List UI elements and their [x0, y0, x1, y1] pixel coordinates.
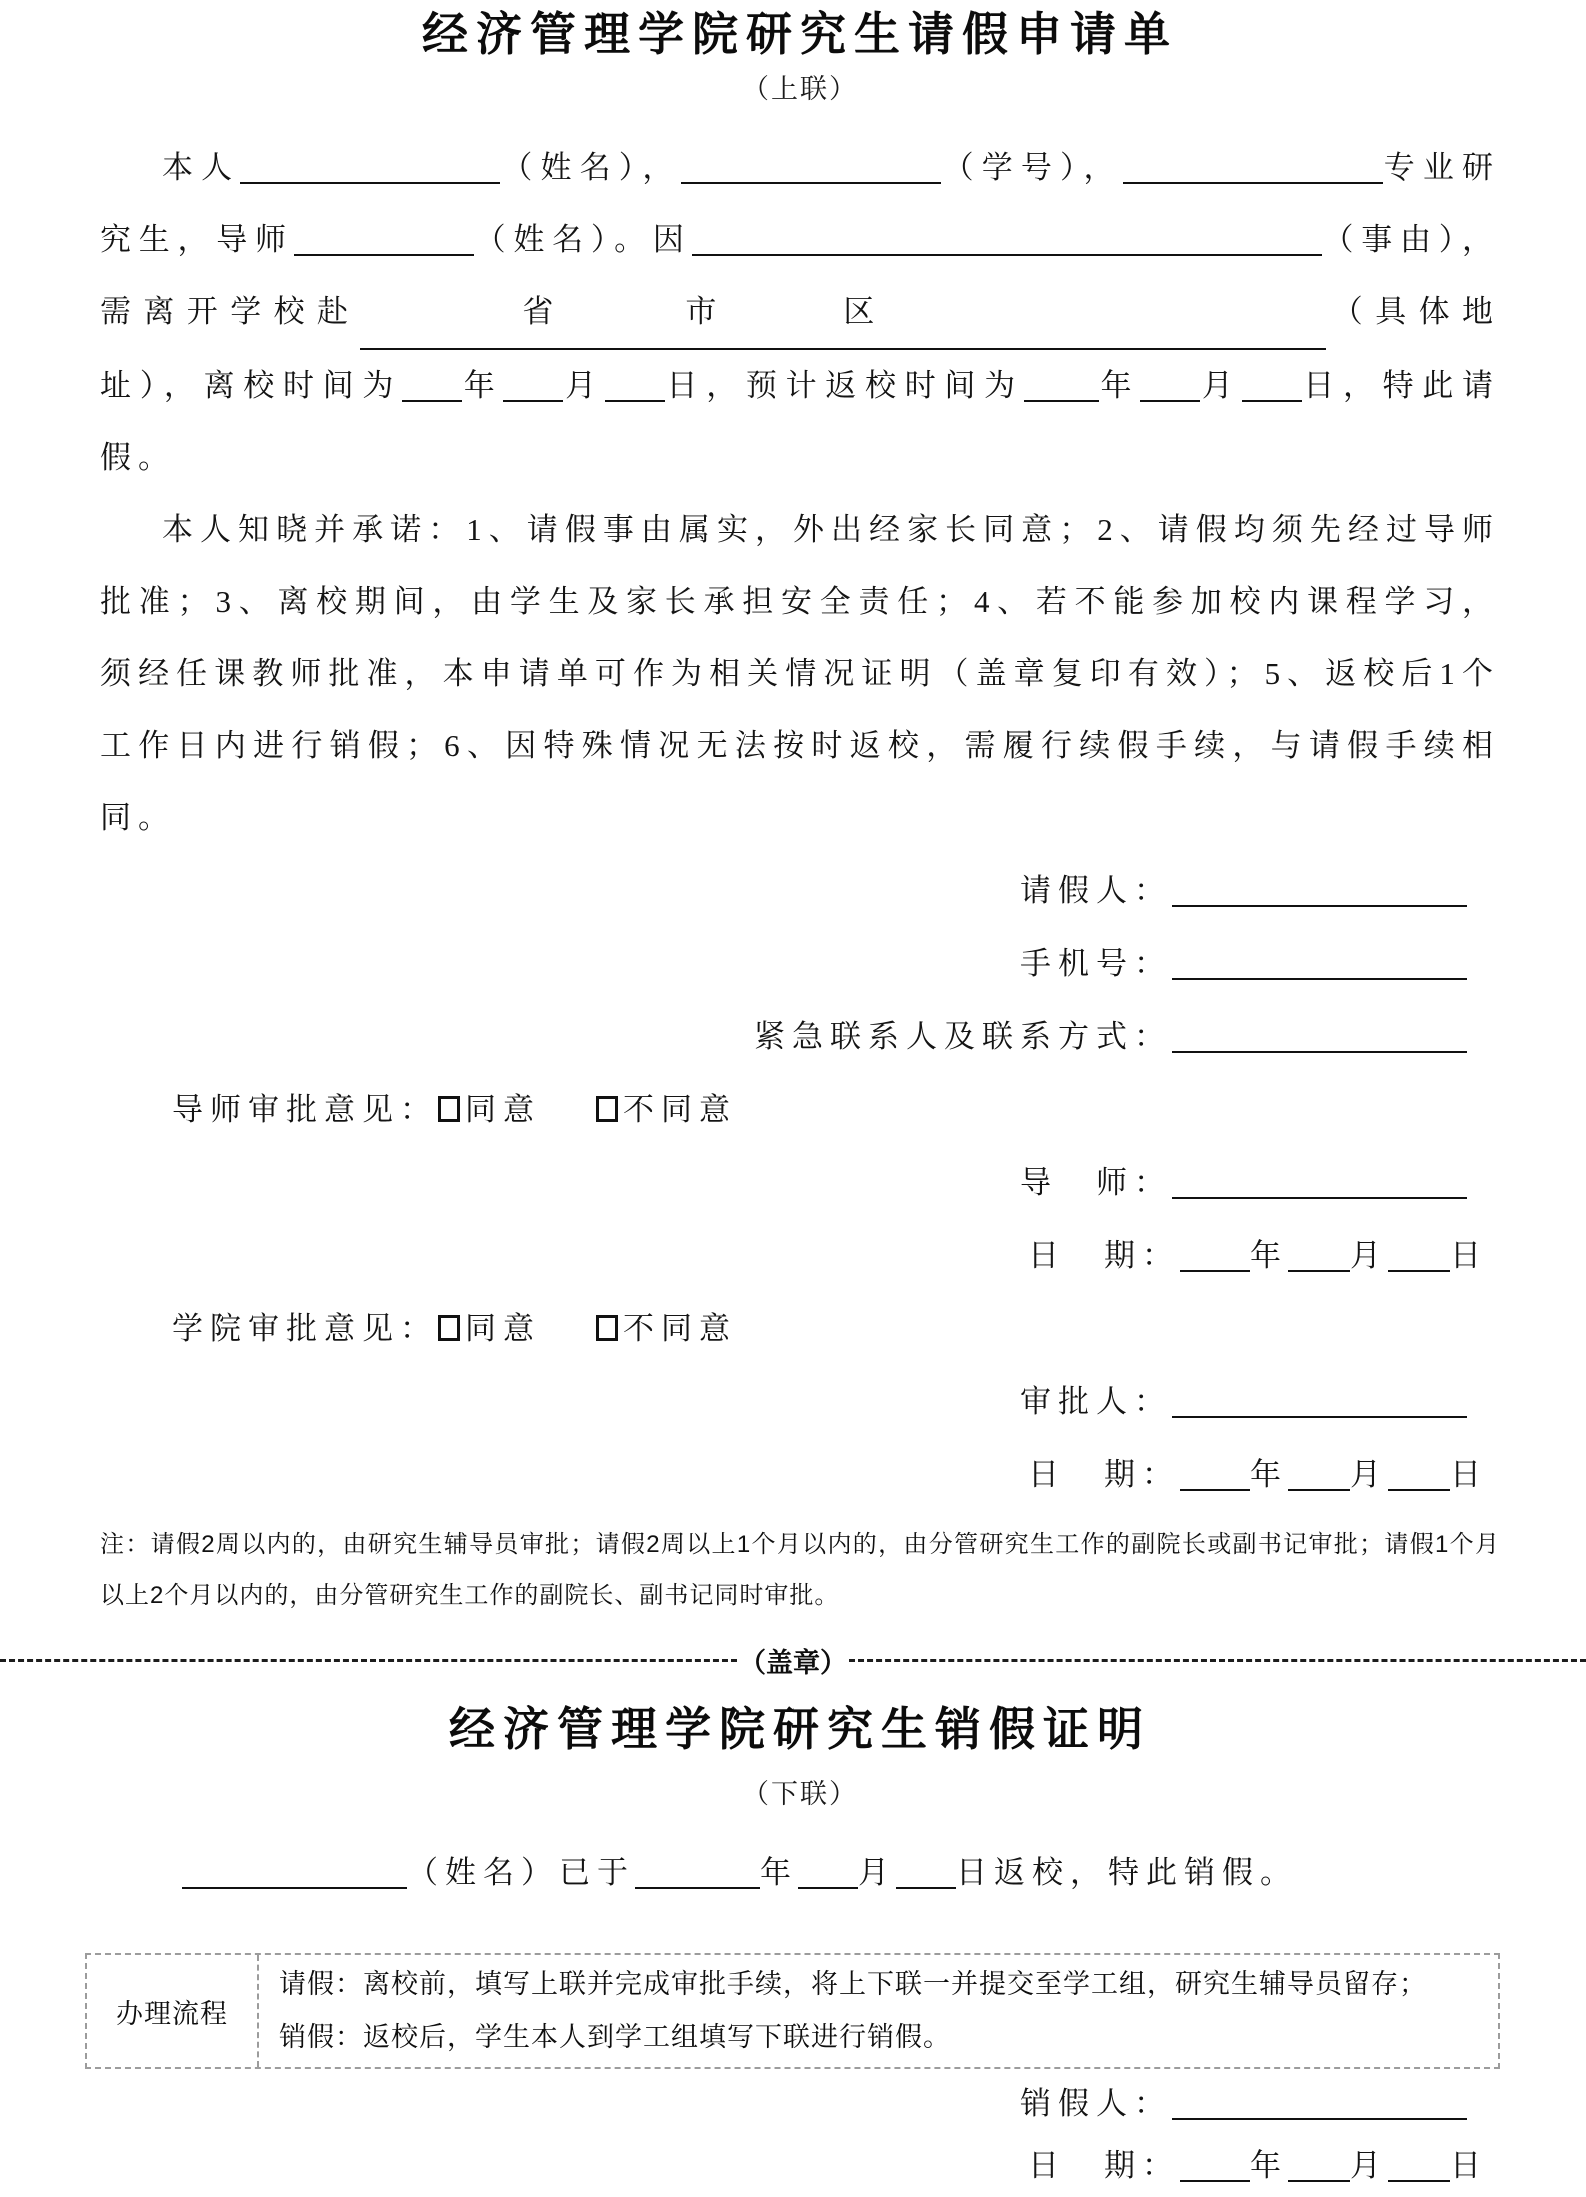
para1-text: （姓名）。因 [473, 222, 692, 257]
date-label: 日 期： [1028, 1457, 1180, 1492]
process-table-body [259, 1955, 1498, 2067]
return-day-blank [1242, 372, 1302, 402]
date-month-blank [1288, 1242, 1350, 1272]
approval-note: 注：请假2周以内的，由研究生辅导员审批；请假2周以上1个月以内的，由分管研究生工作的副院长或副书记审批；请假1个月以上2个月以内的，由分管研究生工作的副院长、副书记同时审批。 [100, 1531, 1500, 1609]
month-label: 月 [1350, 1457, 1388, 1492]
month-label: 月 [1350, 2148, 1388, 2183]
tutor-date-row [100, 1219, 1500, 1292]
agree-label: 同意 [465, 1092, 541, 1127]
tutor-disagree-checkbox [596, 1096, 618, 1122]
applicant-label: 请假人： [1020, 873, 1172, 908]
date-year-blank [1180, 2152, 1250, 2182]
city-label: 市 [685, 294, 724, 329]
tutor-label: 导 师： [1020, 1165, 1172, 1200]
year-label: 年 [1098, 368, 1141, 403]
emergency-contact-blank [1172, 1023, 1467, 1053]
cancellation-person-row [100, 2073, 1500, 2135]
return-statement-line [100, 1841, 1500, 1905]
leave-application-section [100, 8, 1500, 1621]
province-label: 省 [522, 294, 561, 329]
college-approval-label: 学院审批意见： [172, 1311, 438, 1346]
para1-text: （姓名）， [500, 150, 682, 185]
tutor-name-blank [294, 226, 474, 256]
address-blank [881, 321, 1326, 322]
process-table-header: 办理流程 [87, 1955, 259, 2067]
divider-dash-line [0, 1659, 737, 1662]
month-label: 月 [1200, 368, 1242, 403]
month-label: 月 [563, 368, 605, 403]
phone-row [100, 927, 1500, 1000]
emergency-contact-row [100, 1000, 1500, 1073]
leave-year-blank [402, 372, 462, 402]
return-year-blank [1024, 372, 1099, 402]
actual-return-day-blank [896, 1859, 956, 1889]
day-label: 日 [1450, 1457, 1488, 1492]
para1-text: （学号）， [941, 150, 1123, 185]
application-body [100, 132, 1500, 854]
applicant-info-paragraph [100, 132, 1500, 494]
approver-date-row [100, 1438, 1500, 1511]
date-label: 日 期： [1028, 2148, 1180, 2183]
tutor-signature-blank [1172, 1169, 1467, 1199]
applicant-signature-blank [1172, 877, 1467, 907]
date-label: 日 期： [1028, 1238, 1180, 1273]
year-label: 年 [760, 1855, 798, 1890]
return-name-blank [182, 1859, 407, 1889]
para1-text: 日，预计返校时间为 [664, 368, 1024, 403]
cancellation-form-subtitle: （下联） [742, 1779, 858, 1809]
emergency-contact-label: 紧急联系人及联系方式： [754, 1019, 1172, 1054]
phone-label: 手机号： [1020, 946, 1172, 981]
date-year-blank [1180, 1242, 1250, 1272]
day-label: 日 [1450, 1238, 1488, 1273]
date-month-blank [1288, 2152, 1350, 2182]
approver-signature-row [100, 1365, 1500, 1438]
tutor-agree-checkbox [438, 1096, 460, 1122]
actual-return-month-blank [798, 1859, 858, 1889]
application-form-subtitle: （上联） [742, 74, 858, 104]
month-label: 月 [858, 1855, 896, 1890]
college-disagree-checkbox [596, 1315, 618, 1341]
commitment-text: 本人知晓并承诺：1、请假事由属实，外出经家长同意；2、请假均须先经过导师批准；3、离校期间，由学生及家长承担安全责任；4、若不能参加校内课程学习，须经任课教师批准，本申请单可作为相关情况证明（盖章复印有效）；5、返校后1个工作日内进行销假；6、因特殊情况无法按时返校，需履行续假手续，与请假手续相同。 [100, 512, 1500, 835]
date-day-blank [1388, 2152, 1450, 2182]
date-month-blank [1288, 1461, 1350, 1491]
cancellation-form-title: 经济管理学院研究生销假证明 [449, 1704, 1151, 1755]
approver-signature-blank [1172, 1388, 1467, 1418]
year-label: 年 [1250, 2148, 1288, 2183]
major-blank [1123, 154, 1383, 184]
name-blank [240, 154, 500, 184]
application-form-title: 经济管理学院研究生请假申请单 [422, 9, 1178, 60]
commitment-paragraph [100, 494, 1500, 854]
phone-blank [1172, 950, 1467, 980]
para1-text: 本人 [162, 150, 241, 185]
para1-text: 专业研究生，导师 [100, 150, 1501, 257]
seal-label: （盖章） [739, 1647, 847, 1678]
destination-blank-group [360, 276, 1326, 350]
date-day-blank [1388, 1461, 1450, 1491]
cancellation-signature-block [100, 2073, 1500, 2197]
city-blank [560, 321, 685, 322]
student-id-blank [681, 154, 941, 184]
month-label: 月 [1350, 1238, 1388, 1273]
process-table [85, 1953, 1500, 2069]
divider-dash-line [849, 1659, 1586, 1662]
cancellation-person-blank [1172, 2090, 1467, 2120]
para1-text: 日，特此请假。 [100, 368, 1501, 475]
college-agree-checkbox [438, 1315, 460, 1341]
para1-text: （事由），需离开学校赴 [100, 222, 1501, 329]
district-blank [723, 321, 843, 322]
return-statement-text: 日返校，特此销假。 [956, 1855, 1298, 1890]
return-statement-text: （姓名）已于 [407, 1855, 635, 1890]
date-year-blank [1180, 1461, 1250, 1491]
actual-return-year-blank [635, 1859, 760, 1889]
leave-cancellation-section [100, 1703, 1500, 2197]
leave-day-blank [605, 372, 665, 402]
approver-label: 审批人： [1020, 1384, 1172, 1419]
cancellation-person-label: 销假人： [1020, 2086, 1172, 2121]
date-day-blank [1388, 1242, 1450, 1272]
day-label: 日 [1450, 2148, 1488, 2183]
year-label: 年 [1250, 1238, 1288, 1273]
college-approval-row [100, 1292, 1500, 1365]
reason-blank [692, 226, 1322, 256]
para1-text: （具体地址），离校时间为 [100, 294, 1501, 403]
seal-divider [0, 1643, 1586, 1677]
agree-label: 同意 [465, 1311, 541, 1346]
tutor-approval-row [100, 1073, 1500, 1146]
tutor-approval-label: 导师审批意见： [172, 1092, 438, 1127]
tutor-signature-row [100, 1146, 1500, 1219]
return-month-blank [1140, 372, 1200, 402]
applicant-signature-row [100, 854, 1500, 927]
cancellation-date-row [100, 2135, 1500, 2197]
process-step-leave: 请假：离校前，填写上联并完成审批手续，将上下联一并提交至学工组，研究生辅导员留存； [279, 1969, 1427, 1999]
disagree-label: 不同意 [623, 1092, 737, 1127]
province-blank [422, 321, 522, 322]
process-step-cancel: 销假：返校后，学生本人到学工组填写下联进行销假。 [279, 2022, 951, 2052]
leave-month-blank [503, 372, 563, 402]
year-label: 年 [462, 368, 504, 403]
disagree-label: 不同意 [623, 1311, 737, 1346]
district-label: 区 [843, 294, 882, 329]
year-label: 年 [1250, 1457, 1288, 1492]
